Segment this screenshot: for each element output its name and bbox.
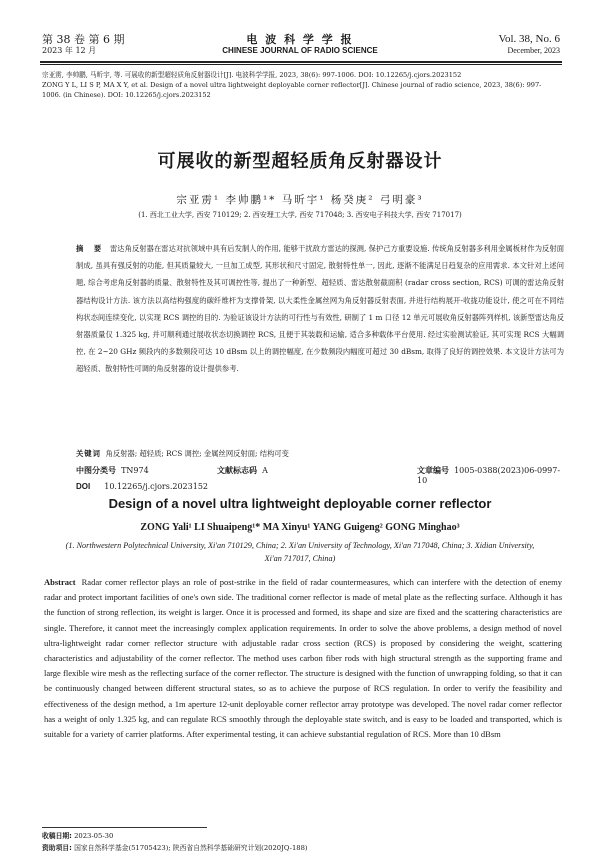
header-rule-thick [40,61,562,63]
clc-value: TN974 [121,466,149,475]
doi-label: DOI [76,482,91,491]
footnote-rule [42,827,207,828]
abstract-en-text: Radar corner reflector plays an role of post-strike in the field of radar countermeasures, which can interfere with the detection of enemy radar and protect important facilities of one's own side. The traditional corner reflector is made of metal plate as the reflecting surface. Although it has the function of strong reflection, its weight is larger. Once it is processed and formed, its shape and size are fixed and the scattering characteristics are single. Therefore, it cannot meet the increasingly complex application requirements. In order to solve the above problems, a design method of novel ultra-lightweight radar corner reflector structure with adjustable radar cross section (RCS) is proposed by considering the weight, scattering characteristics and adjustability of the corner reflector. The method uses carbon fiber rods with high structural strength as the supporting frame and large flexible wire mesh as the reflecting surface of the corner reflector. The structure is designed with the function of unwrapping folding, so that it can be continuously changed between different structural states, so as to achieve the purpose of RCS regulation. In order to verify the feasibility and effectiveness of the design method, a 1m aperture 12-unit deployable corner reflector array prototype was developed. The novel radar corner reflector has a weight of only 1.325 kg, and can regulate RCS smoothly through the deployable state switch, and is easy to be loaded and transported, which is suitable for a variety of carrier platforms. After experimental testing, it can achieve substantial regulation of RCS. More than 10 dBsm [44,577,562,740]
funding [42,842,308,854]
paper-title-en: Design of a novel ultra lightweight deployable corner reflector [108,496,492,511]
clc-group [76,466,149,475]
fund-label: 资助项目: [42,844,72,852]
journal-title-zh: 电 波 科 学 学 报 [246,33,354,46]
received-value: 2023-05-30 [74,832,114,840]
citation-zh: 宗亚雳, 李帅鹏, 马昕宇, 等. 可展收的新型超轻质角反射器设计[J]. 电波科学学报, 2023, 38(6): 997-1006. DOI: 10.12265/j.cjors.2023152 [42,71,462,79]
doi-row [76,482,208,491]
affiliations-zh: (1. 西北工业大学, 西安 710129; 2. 西安理工大学, 西安 717048; 3. 西安电子科技大学, 西安 717017) [138,211,462,219]
date-zh: 2023 年 12 月 [42,46,97,55]
paper-title-zh: 可展收的新型超轻质角反射器设计 [157,151,443,172]
received-label: 收稿日期: [42,832,72,840]
authors-zh: 宗亚雳¹ 李帅鹏¹* 马昕宇¹ 杨癸庚² 弓明豪³ [176,194,424,206]
abstract-zh [76,240,564,378]
doc-code-label: 文献标志码 [217,466,257,475]
doi-value: 10.12265/j.cjors.2023152 [104,482,209,491]
doc-code-group [217,465,268,476]
journal-title-en: CHINESE JOURNAL OF RADIO SCIENCE [222,46,378,55]
abstract-zh-text: 雷达角反射器在雷达对抗领域中具有后发制人的作用, 能够干扰敌方雷达的探测, 保护己方重要设施. 传统角反射器多利用金属板材作为反射面制成, 虽具有强反射的功能, 但其质量较大, 一旦加工成型, 其形状和尺寸固定, 散射特性单一, 因此, 逐渐不能满足日趋复杂的应用需求. 本文针对上述问题, 综合考虑角反射器的质量、散射特性及其可调控性等, 提出了一种新型、超轻质、雷达散射截面积 (radar cross section, RCS) 可调的雷达角反射器结构设计方法. 该方法以高结构强度的碳纤维杆为支撑骨架, 以大柔性金属丝网为角反射器反射表面, 并进行结构展开-收拢功能设计, 使之可在不同结构状态间连续变化, 以实现 RCS 调控的目的. 为验证该设计方法的可行性与有效性, 研制了 1 m 口径 12 单元可展收角反射器阵列样机, 该新型雷达角反射器质量仅 1.325 kg, 并可顺利通过展收状态切换调控 RCS, 且便于其装载和运输, 适合多种载体平台使用. 经过实验测试验证, 其可实现 RCS 大幅调控, 在 2~20 GHz 频段内的多数频段可达 10 dBsm 以上的调控幅度, 在少数频段内幅度可超过 30 dBsm, 取得了良好的调控效果. 本文设计方法可为超轻质、散射特性可调的角反射器的设计提供参考. [76,244,564,374]
volume-issue-en: Vol. 38, No. 6 [498,33,560,45]
header-volume-en [498,33,560,56]
footnotes [42,830,308,854]
abstract-en-label: Abstract [44,577,76,587]
citation-block [42,70,560,100]
article-no-label: 文章编号 [417,466,449,475]
date-en: December, 2023 [507,46,560,55]
keywords-zh-text: 角反射器; 超轻质; RCS 调控; 金属丝网反射面; 结构可变 [105,449,289,458]
received-date [42,830,308,842]
classification-row [76,465,564,485]
article-no-group [417,465,564,485]
doc-code-value: A [262,466,268,475]
keywords-zh [76,449,564,459]
abstract-zh-label: 摘 要 [76,244,106,253]
affiliations-en: (1. Northwestern Polytechnical University, Xi'an 710129, China; 2. Xi'an University of Technology, Xi'an 717048, China; 3. Xidian University, Xi'an 717017, China) [65,541,535,563]
keywords-zh-label: 关键词 [76,449,101,458]
article-no-value: 1005-0388(2023)06-0997-10 [417,466,561,485]
abstract-en [44,575,562,742]
clc-label: 中图分类号 [76,466,116,475]
fund-value: 国家自然科学基金(51705423); 陕西省自然科学基础研究计划(2020JQ-188) [74,844,308,852]
header-rule-thin [40,64,562,65]
authors-en: ZONG Yali¹ LI Shuaipeng¹* MA Xinyu¹ YANG Guigeng² GONG Minghao³ [140,522,460,533]
citation-en: ZONG Y L, LI S P, MA X Y, et al. Design of a novel ultra lightweight deployable corner reflector[J]. Chinese journal of radio science, 2023, 38(6): 997-1006. (in Chinese). DOI: 10.12265/j.cjors.2023152 [42,81,542,99]
volume-issue-zh: 第 38 卷 第 6 期 [42,33,125,46]
